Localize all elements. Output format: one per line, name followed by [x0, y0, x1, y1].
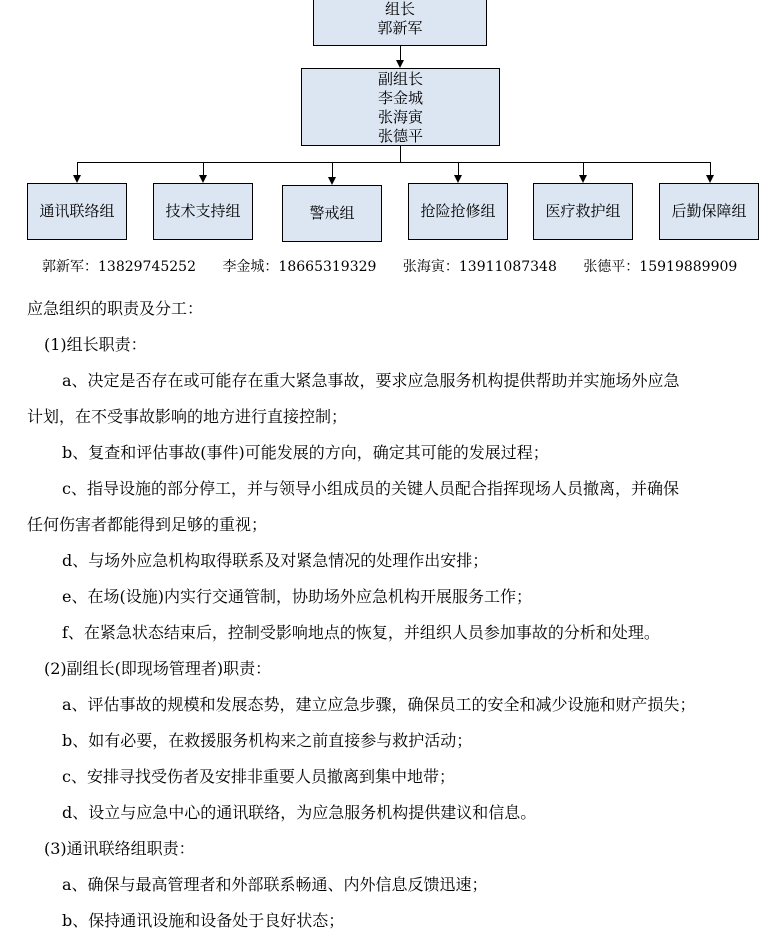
deputy-title: 副组长: [377, 70, 423, 88]
connector-line: [332, 162, 333, 177]
paragraph-line: f、在紧急状态结束后，控制受影响地点的恢复，并组织人员参加事故的分析和处理。: [62, 623, 660, 642]
paragraph-line: 任何伤害者都能得到足够的重视；: [27, 515, 268, 534]
connector-arrow: [73, 175, 81, 183]
subgroup-box: [408, 183, 508, 240]
paragraph-line: a、确保与最高管理者和外部联系畅通、内外信息反馈迅速；: [62, 875, 488, 894]
subgroup-label: 警戒组: [309, 204, 355, 222]
connector-line: [77, 162, 78, 175]
subgroup-box: [659, 183, 759, 240]
subgroup-box: [27, 183, 127, 240]
leader-box: [313, 0, 487, 46]
connector-line: [77, 162, 710, 163]
contact-list: [42, 256, 759, 276]
paragraph-line: c、指导设施的部分停工，并与领导小组成员的关键人员配合指挥现场人员撤离，并确保: [62, 479, 679, 498]
section-heading: 应急组织的职责及分工：: [27, 299, 204, 318]
deputy-name: 张海寅: [377, 108, 423, 126]
paragraph-line: b、如有必要，在救援服务机构来之前直接参与救护活动；: [62, 731, 473, 750]
paragraph-line: d、与场外应急机构取得联系及对紧急情况的处理作出安排；: [62, 551, 489, 570]
connector-arrow: [454, 175, 462, 183]
paragraph-line: e、在场(设施)内实行交通管制，协助场外应急机构开展服务工作；: [62, 587, 532, 606]
subgroup-label: 抢险抢修组: [420, 202, 496, 220]
subgroup-label: 医疗救护组: [545, 202, 621, 220]
subgroup-box: [153, 183, 253, 240]
subgroup-label: 通讯联络组: [39, 202, 115, 220]
connector-line: [203, 162, 204, 175]
paragraph-line: 计划，在不受事故影响的地方进行直接控制；: [27, 407, 348, 426]
paragraph-line: b、复查和评估事故(事件)可能发展的方向，确定其可能的发展过程；: [62, 443, 549, 462]
contact-entry: 郭新军：13829745252: [42, 259, 196, 275]
paragraph-line: a、决定是否存在或可能存在重大紧急事故，要求应急服务机构提供帮助并实施场外应急: [62, 371, 680, 390]
connector-arrow: [396, 60, 404, 68]
contact-entry: 李金城：18665319329: [222, 259, 377, 275]
connector-line: [400, 146, 401, 162]
section-title: (3)通讯联络组职责：: [44, 839, 195, 858]
connector-line: [583, 162, 584, 175]
connector-line: [710, 162, 711, 175]
connector-line: [458, 162, 459, 175]
document-body: [27, 291, 772, 939]
connector-arrow: [706, 175, 714, 183]
subgroup-label: 技术支持组: [165, 202, 241, 220]
subgroup-box: [282, 185, 382, 242]
paragraph-line: d、设立与应急中心的通讯联络，为应急服务机构提供建议和信息。: [62, 803, 537, 822]
leader-title: 组长: [384, 0, 415, 18]
connector-arrow: [579, 175, 587, 183]
paragraph-line: a、评估事故的规模和发展态势，建立应急步骤，确保员工的安全和减少设施和财产损失；: [62, 695, 696, 714]
deputy-box: [301, 68, 500, 146]
subgroup-box: [533, 183, 633, 240]
leader-name: 郭新军: [377, 19, 423, 37]
contact-entry: 张德平：15919889909: [583, 259, 738, 275]
section-title: (2)副组长(即现场管理者)职责：: [44, 659, 272, 678]
connector-line: [400, 46, 401, 60]
section-title: (1)组长职责：: [44, 335, 147, 354]
contact-entry: 张海寅：13911087348: [402, 259, 557, 275]
connector-arrow: [328, 177, 336, 185]
deputy-name: 李金城: [377, 89, 423, 107]
deputy-name: 张德平: [377, 127, 423, 145]
paragraph-line: c、安排寻找受伤者及安排非重要人员撤离到集中地带；: [62, 767, 455, 786]
subgroup-label: 后勤保障组: [671, 202, 747, 220]
paragraph-line: b、保持通讯设施和设备处于良好状态；: [62, 911, 345, 930]
connector-arrow: [199, 175, 207, 183]
